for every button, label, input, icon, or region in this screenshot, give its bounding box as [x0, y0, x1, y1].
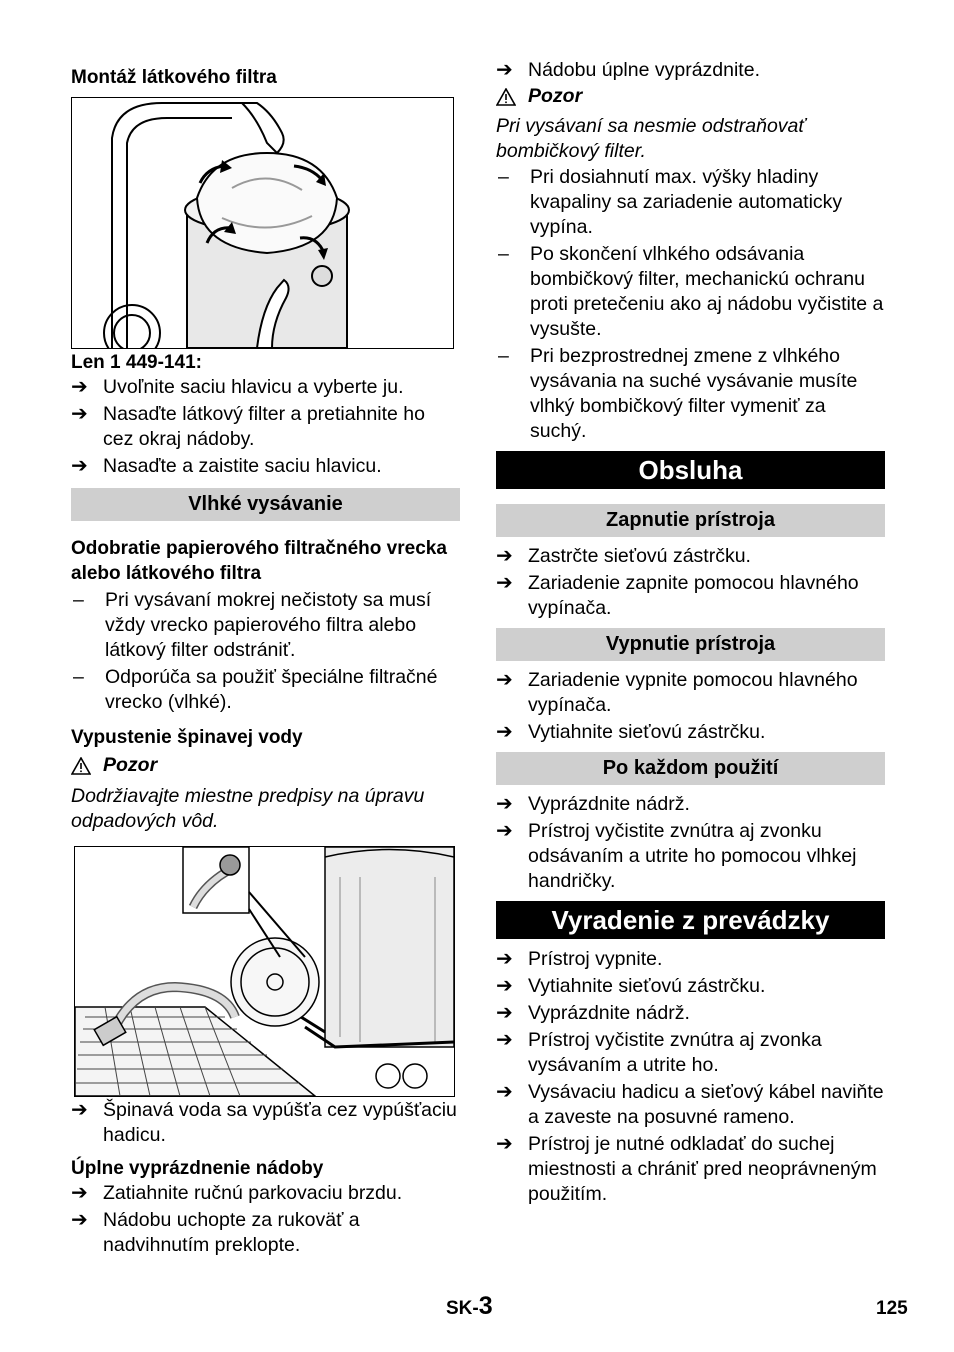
list-item: ➔ Uvoľnite saciu hlavicu a vyberte ju.: [71, 376, 404, 398]
warning-text: Dodržiavajte miestne predpisy na úpravu odpadových vôd.: [71, 785, 425, 832]
band-wet-vacuuming: Vlhké vysávanie: [71, 488, 460, 521]
arrow-icon: ➔: [496, 721, 513, 743]
list-item: ➔ Zariadenie zapnite pomocou hlavného vypínača.: [496, 572, 859, 619]
arrow-icon: ➔: [496, 1029, 513, 1051]
list-item: ➔ Vytiahnite sieťovú zástrčku.: [496, 721, 766, 743]
dash-marker: –: [73, 589, 84, 611]
steps-switch-off: [496, 668, 885, 745]
list-item: ➔ Vysávaciu hadicu a sieťový kábel naviňte a zaveste na posuvné rameno.: [496, 1081, 884, 1128]
list-item: ➔ Prístroj vyčistite zvnútra aj zvonku odsávaním a utrite ho pomocou vlhkej handričky.: [496, 820, 857, 892]
list-item: – Pri dosiahnutí max. výšky hladiny kvapaliny sa zariadenie automaticky vypína.: [498, 166, 843, 238]
dash-marker: –: [498, 345, 509, 367]
list-item: ➔ Zatiahnite ručnú parkovaciu brzdu.: [71, 1182, 403, 1204]
list-item: ➔ Prístroj vyčistite zvnútra aj zvonka vysávaním a utrite ho.: [496, 1029, 822, 1076]
arrow-icon: ➔: [496, 975, 513, 997]
figure-fabric-filter: [71, 97, 454, 349]
steps-fabric-filter: [71, 375, 460, 479]
warning-triangle-icon: [71, 757, 91, 775]
steps-decommission: [496, 947, 885, 1207]
footer-lang: SK-: [446, 1298, 479, 1319]
notes-level: [496, 165, 885, 444]
dash-marker: –: [498, 166, 509, 188]
footer-chapter: [446, 1294, 493, 1321]
fabric-filter-illustration: [72, 98, 453, 348]
footer-chapter-number: 3: [478, 1292, 493, 1320]
warning-label: Pozor: [71, 753, 460, 778]
list-item: ➔ Nádobu úplne vyprázdnite.: [496, 59, 760, 81]
warning-text: Pri vysávaní sa nesmie odstraňovať bombičkový filter.: [496, 115, 806, 162]
section-decommission: Vyradenie z prevádzky: [496, 901, 885, 939]
list-item: – Pri bezprostrednej zmene z vlhkého vysávania na suché vysávanie musíte vlhký bombičkový filter vymeniť za suchý.: [498, 345, 858, 442]
arrow-icon: ➔: [71, 1182, 88, 1204]
list-item: – Pri vysávaní mokrej nečistoty sa musí vždy vrecko papierového filtra alebo látkový filter odstrániť.: [73, 589, 432, 661]
arrow-icon: ➔: [71, 403, 88, 425]
warning-label: Pozor: [496, 84, 885, 109]
list-item: ➔ Vytiahnite sieťovú zástrčku.: [496, 975, 766, 997]
arrow-icon: ➔: [496, 545, 513, 567]
list-item: ➔ Zariadenie vypnite pomocou hlavného vypínača.: [496, 669, 858, 716]
steps-empty: [71, 1181, 460, 1258]
arrow-icon: ➔: [496, 948, 513, 970]
list-item: ➔ Prístroj je nutné odkladať do suchej miestnosti a chrániť pred neoprávneným použitím.: [496, 1133, 877, 1205]
list-item: ➔ Nasaďte látkový filter a pretiahnite ho cez okraj nádoby.: [71, 403, 425, 450]
arrow-icon: ➔: [496, 1002, 513, 1024]
left-column: [71, 58, 460, 1260]
arrow-icon: ➔: [71, 455, 88, 477]
list-item: ➔ Vyprázdnite nádrž.: [496, 793, 690, 815]
arrow-icon: ➔: [496, 1133, 513, 1155]
band-after-use: Po každom použití: [496, 752, 885, 785]
dash-marker: –: [73, 666, 84, 688]
drain-hose-illustration: [75, 847, 454, 1096]
arrow-icon: ➔: [496, 59, 513, 81]
heading-drain: Vypustenie špinavej vody: [71, 727, 303, 748]
heading-empty-container: Úplne vyprázdnenie nádoby: [71, 1158, 324, 1179]
list-item: ➔ Prístroj vypnite.: [496, 948, 663, 970]
dash-marker: –: [498, 243, 509, 265]
arrow-icon: ➔: [496, 572, 513, 594]
arrow-icon: ➔: [496, 793, 513, 815]
steps-drain: [71, 1098, 460, 1148]
right-column: [496, 58, 885, 1209]
notes-wet: [71, 588, 460, 715]
section-operation: Obsluha: [496, 451, 885, 489]
heading-len: Len 1 449-141:: [71, 352, 202, 373]
figure-drain-hose: [74, 846, 455, 1097]
list-item: – Odporúča sa použiť špeciálne filtračné vrecko (vlhké).: [73, 666, 438, 713]
band-switch-on: Zapnutie prístroja: [496, 504, 885, 537]
list-item: ➔ Nasaďte a zaistite saciu hlavicu.: [71, 455, 382, 477]
steps-switch-on: [496, 544, 885, 621]
list-item: ➔ Nádobu uchopte za rukoväť a nadvihnutím preklopte.: [71, 1209, 360, 1256]
page-number: 125: [876, 1298, 908, 1319]
list-item: ➔ Špinavá voda sa vypúšťa cez vypúšťaciu hadicu.: [71, 1099, 457, 1146]
arrow-icon: ➔: [496, 669, 513, 691]
warning-triangle-icon: [496, 88, 516, 106]
list-item: ➔ Zastrčte sieťovú zástrčku.: [496, 545, 751, 567]
list-item: – Po skončení vlhkého odsávania bombičkový filter, mechanickú ochranu proti pretečeniu ako aj nádobu vyčistite a vysušte.: [498, 243, 884, 340]
arrow-icon: ➔: [71, 1099, 88, 1121]
arrow-icon: ➔: [496, 1081, 513, 1103]
band-switch-off: Vypnutie prístroja: [496, 628, 885, 661]
arrow-icon: ➔: [71, 376, 88, 398]
list-item: ➔ Vyprázdnite nádrž.: [496, 1002, 690, 1024]
heading-fabric-filter: Montáž látkového filtra: [71, 67, 277, 88]
arrow-icon: ➔: [71, 1209, 88, 1231]
steps-after-use: [496, 792, 885, 894]
arrow-icon: ➔: [496, 820, 513, 842]
heading-remove-bag: Odobratie papierového filtračného vrecka alebo látkového filtra: [71, 538, 447, 584]
